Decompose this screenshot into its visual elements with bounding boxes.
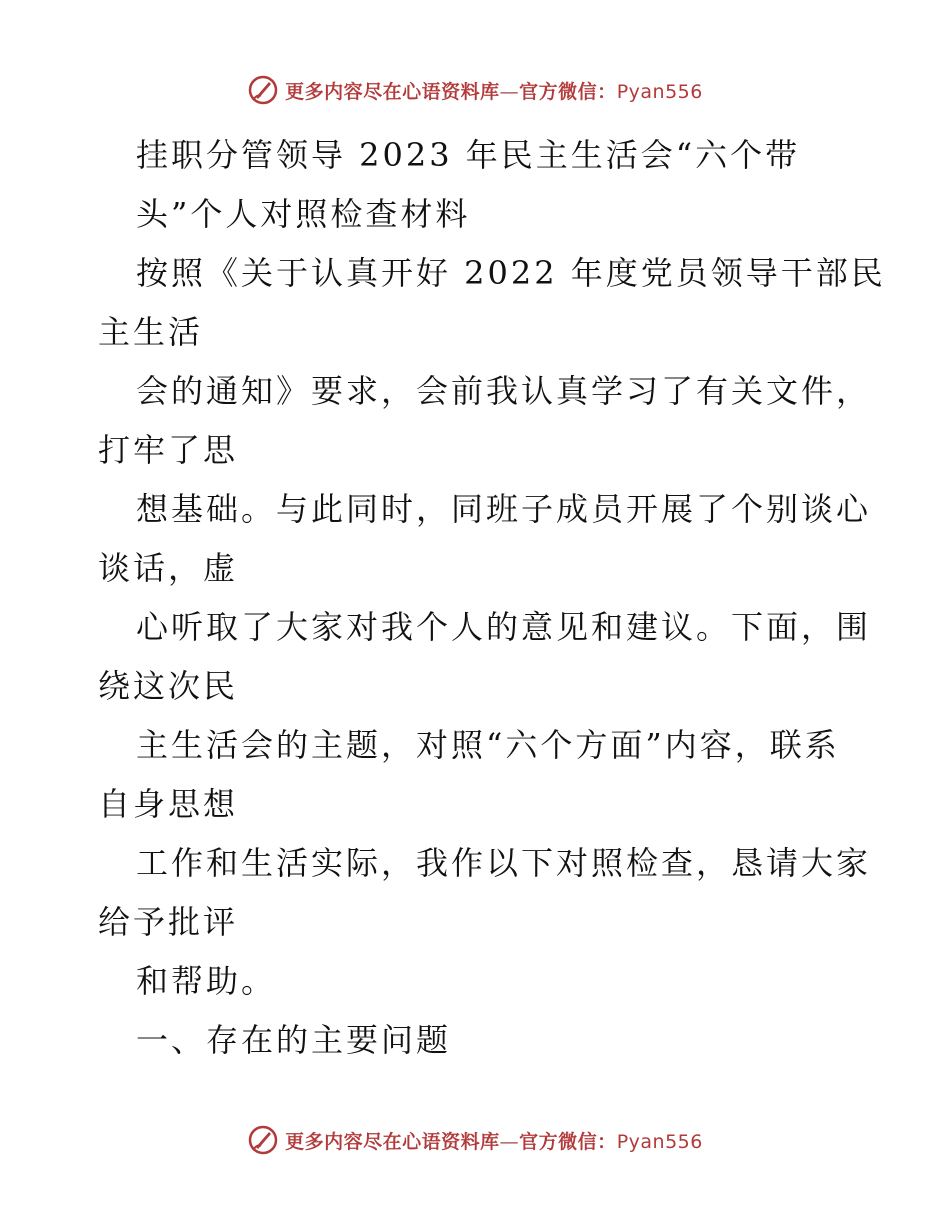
banner-separator: —: [499, 1130, 520, 1153]
paragraph-line: 会的通知》要求，会前我认真学习了有关文件，: [136, 372, 872, 410]
footer-banner: [0, 1120, 950, 1160]
wechat-label: 官方微信：: [519, 1130, 617, 1153]
paragraph-line: 自身思想: [98, 785, 239, 823]
banner-text: [285, 77, 703, 104]
wechat-id: Pyan556: [616, 80, 703, 103]
paragraph-line: 打牢了思: [98, 431, 239, 469]
banner-slogan: 更多内容尽在心语资料库: [285, 80, 500, 103]
paragraph-line: 工作和生活实际，我作以下对照检查，恳请大家: [136, 844, 872, 882]
banner-slogan: 更多内容尽在心语资料库: [285, 1130, 500, 1153]
title-line-1: 挂职分管领导 2023 年民主生活会“六个带: [136, 136, 801, 174]
paragraph-line: 给予批评: [98, 903, 239, 941]
quill-logo-icon: [247, 1124, 279, 1156]
paragraph-line: 绕这次民: [98, 667, 239, 705]
section-heading: 一、存在的主要问题: [136, 1021, 452, 1059]
header-banner: [0, 70, 950, 110]
paragraph-line: 想基础。与此同时，同班子成员开展了个别谈心: [136, 490, 872, 528]
paragraph-line: 主生活会的主题，对照“六个方面”内容，联系: [136, 726, 840, 764]
wechat-id: Pyan556: [616, 1130, 703, 1153]
banner-separator: —: [499, 80, 520, 103]
paragraph-line: 和帮助。: [136, 962, 277, 1000]
paragraph-line: 主生活: [98, 313, 204, 351]
document-body: [98, 126, 886, 1070]
paragraph-line: 心听取了大家对我个人的意见和建议。下面，围: [136, 608, 872, 646]
paragraph-line: 按照《关于认真开好 2022 年度党员领导干部民: [136, 254, 886, 292]
title-line-2: 头”个人对照检查材料: [136, 195, 471, 233]
banner-text: [285, 1127, 703, 1154]
quill-logo-icon: [247, 74, 279, 106]
wechat-label: 官方微信：: [519, 80, 617, 103]
paragraph-line: 谈话，虚: [98, 549, 239, 587]
